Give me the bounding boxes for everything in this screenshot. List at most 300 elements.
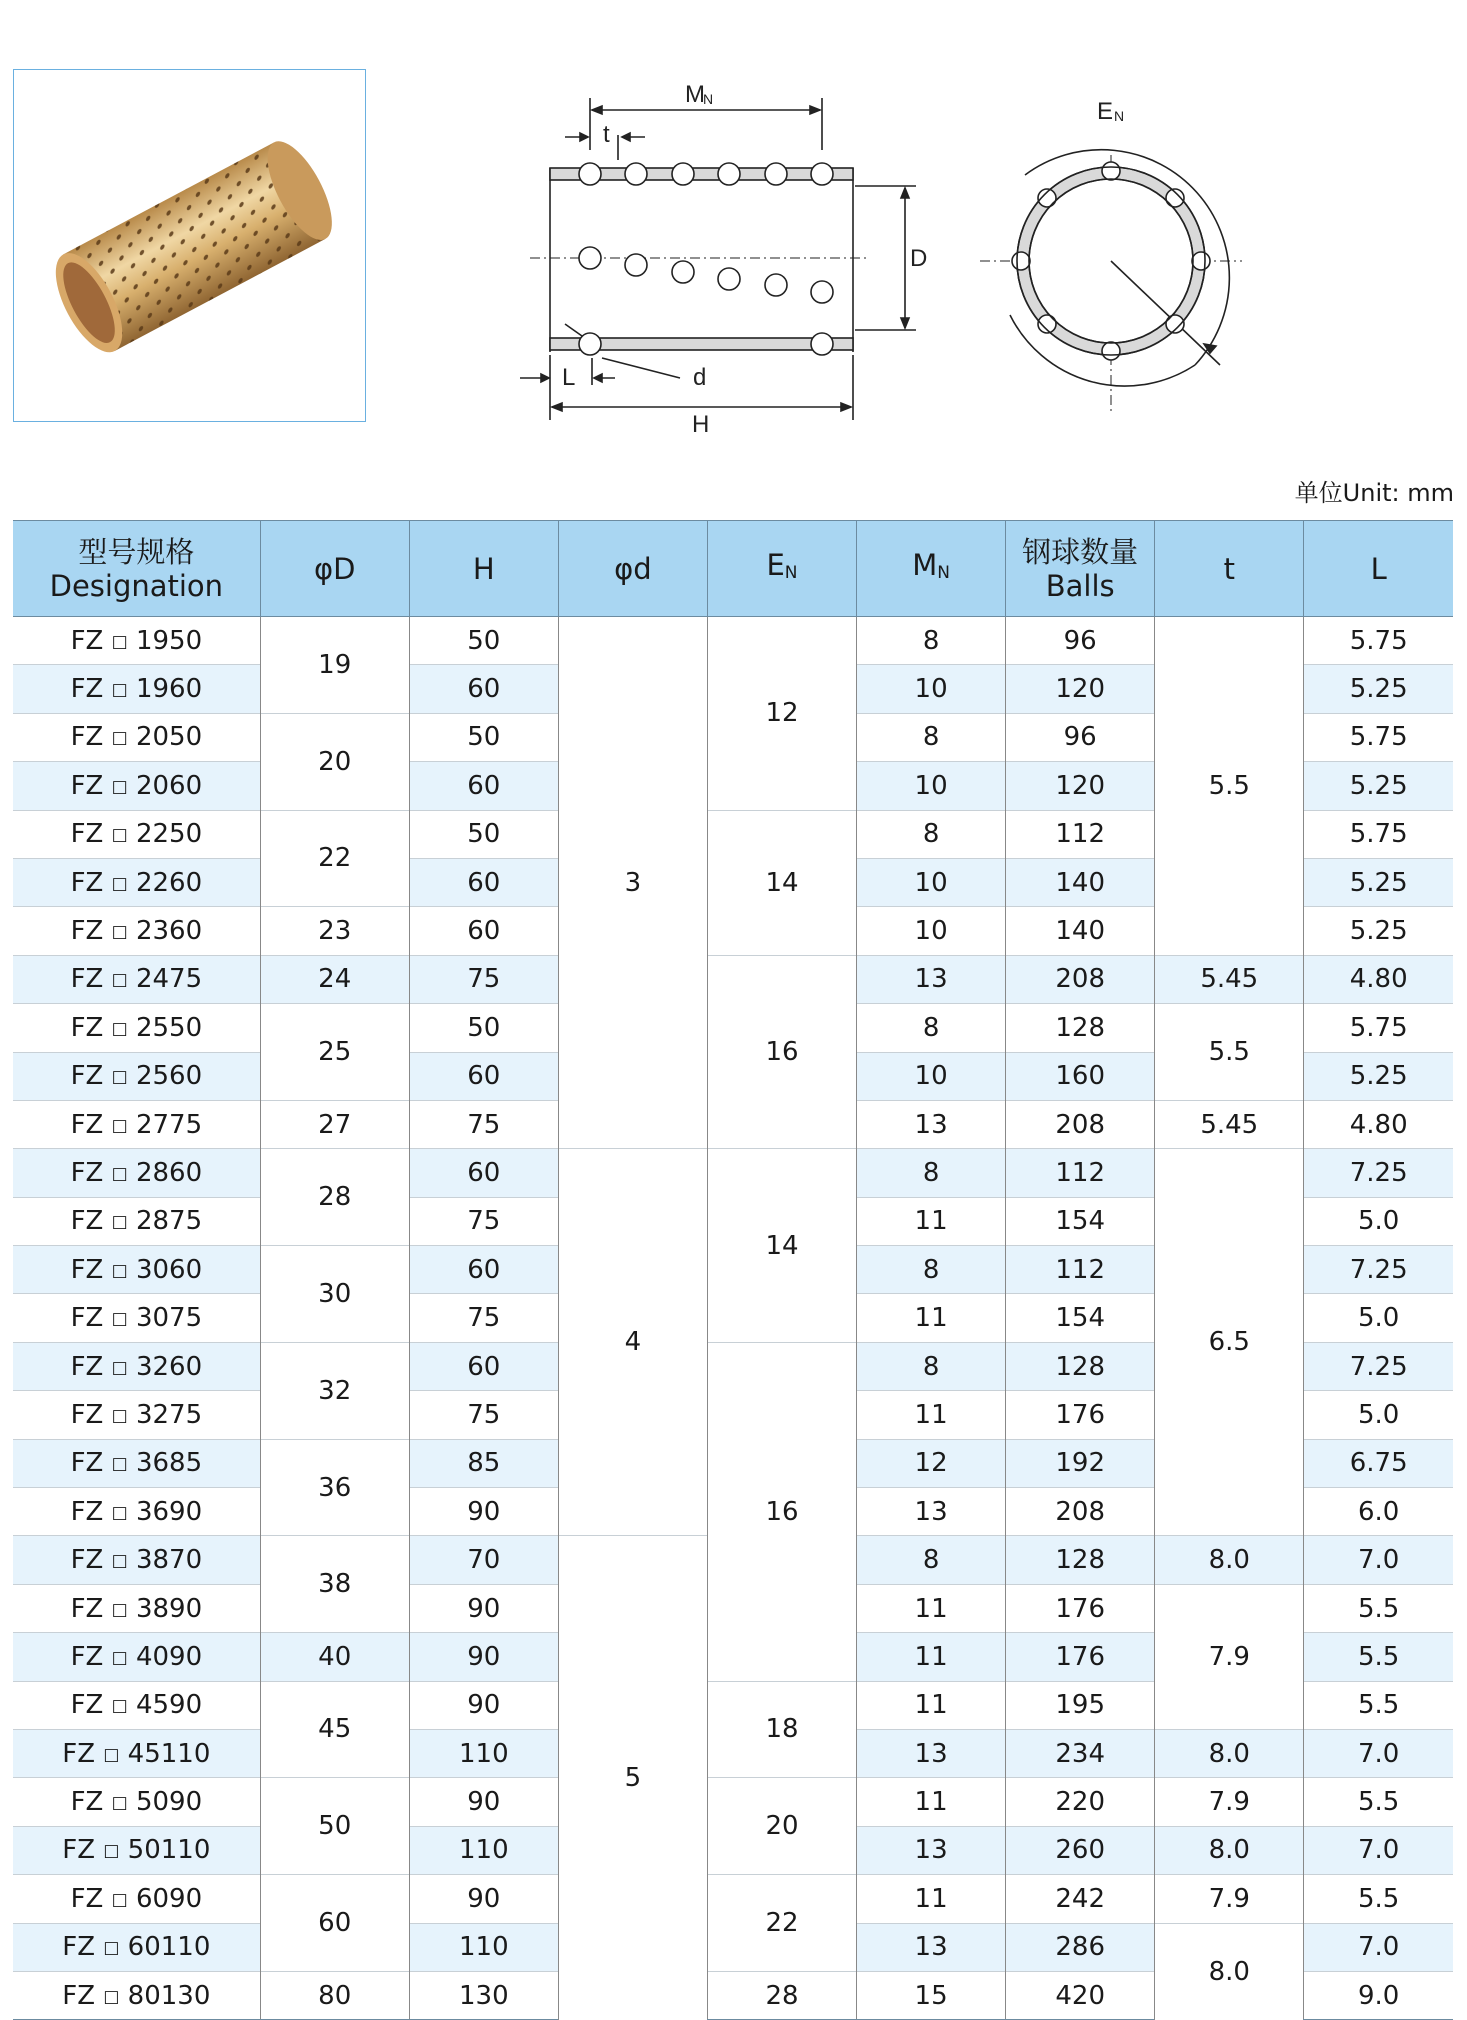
designation-prefix: FZ: [70, 1787, 104, 1818]
designation-number: 2475: [135, 964, 203, 995]
cell-designation: [13, 1584, 260, 1632]
cell-designation: [13, 1681, 260, 1729]
cell-L: 5.5: [1304, 1875, 1453, 1923]
cell-Mn: 10: [857, 665, 1006, 713]
table-header-row: [13, 521, 1453, 617]
cell-Mn: 10: [857, 858, 1006, 906]
cell-balls: 220: [1006, 1778, 1155, 1826]
cell-t: 7.9: [1155, 1875, 1304, 1923]
designation-prefix: FZ: [70, 770, 104, 801]
cell-H: 90: [409, 1875, 558, 1923]
cell-balls: 112: [1006, 1149, 1155, 1197]
designation-placeholder-box: □: [111, 1502, 128, 1523]
cell-balls: 154: [1006, 1294, 1155, 1342]
cell-phiD: 19: [260, 617, 409, 714]
cell-En: 16: [707, 1342, 856, 1681]
diagram-label-t: t: [603, 121, 610, 148]
header-Mn-sub: N: [937, 562, 950, 583]
cell-balls: 208: [1006, 955, 1155, 1003]
designation-prefix: FZ: [70, 625, 104, 656]
cell-designation: [13, 1294, 260, 1342]
ball-cage-photo: [14, 70, 365, 421]
designation-prefix: FZ: [62, 1932, 96, 1963]
cell-balls: 96: [1006, 713, 1155, 761]
cell-Mn: 8: [857, 1246, 1006, 1294]
designation-prefix: FZ: [70, 722, 104, 753]
cell-balls: 140: [1006, 907, 1155, 955]
cell-Mn: 13: [857, 1826, 1006, 1874]
header-phi-d: φd: [558, 521, 707, 617]
cell-designation: [13, 713, 260, 761]
cell-Mn: 10: [857, 907, 1006, 955]
cell-phiD: 32: [260, 1342, 409, 1439]
cell-H: 50: [409, 617, 558, 665]
spec-table: [13, 520, 1453, 2020]
designation-placeholder-box: □: [111, 1309, 128, 1330]
cell-L: 5.0: [1304, 1294, 1453, 1342]
cell-Mn: 11: [857, 1584, 1006, 1632]
designation-placeholder-box: □: [111, 1889, 128, 1910]
cell-H: 90: [409, 1633, 558, 1681]
cell-L: 5.5: [1304, 1584, 1453, 1632]
designation-prefix: FZ: [70, 1157, 104, 1188]
cell-Mn: 11: [857, 1681, 1006, 1729]
designation-number: 50110: [127, 1835, 211, 1866]
cell-L: 5.75: [1304, 1004, 1453, 1052]
designation-number: 3275: [135, 1399, 203, 1430]
designation-prefix: FZ: [70, 674, 104, 705]
cell-L: 7.0: [1304, 1536, 1453, 1584]
cell-t: 7.9: [1155, 1778, 1304, 1826]
cell-H: 85: [409, 1439, 558, 1487]
cell-Mn: 13: [857, 1488, 1006, 1536]
cell-designation: [13, 1004, 260, 1052]
designation-number: 2875: [135, 1206, 203, 1237]
cell-L: 5.5: [1304, 1681, 1453, 1729]
cell-H: 110: [409, 1826, 558, 1874]
designation-number: 3060: [135, 1254, 203, 1285]
cell-designation: [13, 762, 260, 810]
cell-Mn: 8: [857, 1004, 1006, 1052]
header-En-sub: N: [784, 562, 798, 583]
header-t: t: [1155, 521, 1304, 617]
designation-number: 5090: [135, 1787, 203, 1818]
cell-H: 60: [409, 858, 558, 906]
cell-balls: 160: [1006, 1052, 1155, 1100]
table-row: [13, 1149, 1453, 1197]
designation-number: 2560: [135, 1061, 203, 1092]
cell-H: 75: [409, 1294, 558, 1342]
designation-placeholder-box: □: [111, 873, 128, 894]
cell-H: 75: [409, 1100, 558, 1148]
header-balls-en: Balls: [1045, 568, 1115, 603]
designation-prefix: FZ: [70, 1496, 104, 1527]
designation-prefix: FZ: [70, 1303, 104, 1334]
diagram-label-en-sub: N: [1114, 108, 1125, 124]
cell-balls: 128: [1006, 1536, 1155, 1584]
cell-H: 75: [409, 1197, 558, 1245]
cell-designation: [13, 1729, 260, 1777]
designation-number: 2260: [135, 867, 203, 898]
cell-L: 7.25: [1304, 1149, 1453, 1197]
cell-Mn: 13: [857, 1100, 1006, 1148]
cell-Mn: 8: [857, 1536, 1006, 1584]
cell-Mn: 8: [857, 1149, 1006, 1197]
designation-number: 3690: [135, 1496, 203, 1527]
cell-designation: [13, 1197, 260, 1245]
designation-prefix: FZ: [62, 1835, 96, 1866]
cell-H: 90: [409, 1584, 558, 1632]
designation-placeholder-box: □: [111, 1405, 128, 1426]
cell-t: 8.0: [1155, 1729, 1304, 1777]
cell-Mn: 13: [857, 1923, 1006, 1971]
cell-L: 5.75: [1304, 617, 1453, 665]
designation-number: 2050: [135, 722, 203, 753]
designation-placeholder-box: □: [103, 1986, 120, 2007]
designation-prefix: FZ: [62, 1738, 96, 1769]
designation-number: 45110: [127, 1738, 211, 1769]
cell-designation: [13, 1391, 260, 1439]
cell-H: 75: [409, 955, 558, 1003]
cell-Mn: 8: [857, 617, 1006, 665]
designation-prefix: FZ: [70, 1448, 104, 1479]
cell-L: 7.0: [1304, 1826, 1453, 1874]
cell-balls: 242: [1006, 1875, 1155, 1923]
designation-number: 3685: [135, 1448, 203, 1479]
designation-number: 2250: [135, 819, 203, 850]
cell-L: 7.25: [1304, 1246, 1453, 1294]
cell-t: 5.5: [1155, 1004, 1304, 1101]
cell-H: 70: [409, 1536, 558, 1584]
header-phi-D: φD: [260, 521, 409, 617]
table-row: [13, 1875, 1453, 1923]
designation-prefix: FZ: [70, 1109, 104, 1140]
cell-phiD: 38: [260, 1536, 409, 1633]
cell-phiD: 25: [260, 1004, 409, 1101]
cell-balls: 96: [1006, 617, 1155, 665]
cell-En: 12: [707, 617, 856, 811]
cell-designation: [13, 1052, 260, 1100]
designation-placeholder-box: □: [111, 1793, 128, 1814]
cell-phiD: 40: [260, 1633, 409, 1681]
designation-placeholder-box: □: [111, 1260, 128, 1281]
header-H: H: [409, 521, 558, 617]
cell-phiD: 28: [260, 1149, 409, 1246]
cell-t: 8.0: [1155, 1923, 1304, 2020]
cell-Mn: 11: [857, 1875, 1006, 1923]
cell-balls: 140: [1006, 858, 1155, 906]
product-photo: [13, 69, 366, 422]
cell-L: 5.25: [1304, 1052, 1453, 1100]
cell-H: 60: [409, 1246, 558, 1294]
designation-number: 4590: [135, 1690, 203, 1721]
designation-placeholder-box: □: [111, 1647, 128, 1668]
cell-H: 90: [409, 1488, 558, 1536]
designation-number: 2060: [135, 770, 203, 801]
cell-balls: 176: [1006, 1633, 1155, 1681]
cell-balls: 260: [1006, 1826, 1155, 1874]
cell-t: 8.0: [1155, 1536, 1304, 1584]
header-designation: [13, 521, 260, 617]
cell-designation: [13, 1439, 260, 1487]
designation-prefix: FZ: [70, 867, 104, 898]
cell-phiD: 24: [260, 955, 409, 1003]
designation-number: 1960: [135, 674, 203, 705]
table-body: [13, 617, 1453, 2020]
header-balls-cn: 钢球数量: [1022, 534, 1139, 569]
cell-balls: 154: [1006, 1197, 1155, 1245]
designation-number: 3075: [135, 1303, 203, 1334]
header-designation-cn: 型号规格: [78, 534, 195, 569]
designation-prefix: FZ: [70, 1399, 104, 1430]
cell-designation: [13, 858, 260, 906]
cell-H: 60: [409, 762, 558, 810]
side-section-diagram: [520, 80, 928, 440]
designation-prefix: FZ: [70, 1351, 104, 1382]
cell-phiD: 27: [260, 1100, 409, 1148]
cell-designation: [13, 907, 260, 955]
cell-designation: [13, 810, 260, 858]
cell-designation: [13, 1633, 260, 1681]
table-row: [13, 1778, 1453, 1826]
cell-En: 14: [707, 810, 856, 955]
header-balls: [1006, 521, 1155, 617]
cell-Mn: 11: [857, 1391, 1006, 1439]
designation-placeholder-box: □: [103, 1938, 120, 1959]
cell-phiD: 50: [260, 1778, 409, 1875]
designation-number: 1950: [135, 625, 203, 656]
cell-designation: [13, 1536, 260, 1584]
cell-Mn: 8: [857, 810, 1006, 858]
cell-balls: 112: [1006, 810, 1155, 858]
cell-designation: [13, 1100, 260, 1148]
cell-designation: [13, 665, 260, 713]
designation-placeholder-box: □: [111, 1018, 128, 1039]
cell-phiD: 80: [260, 1971, 409, 2019]
cell-Mn: 8: [857, 1342, 1006, 1390]
cell-designation: [13, 1826, 260, 1874]
designation-number: 3870: [135, 1545, 203, 1576]
diagram-label-d-outer: D: [910, 245, 928, 272]
designation-placeholder-box: □: [111, 1454, 128, 1475]
cell-L: 5.25: [1304, 907, 1453, 955]
cell-L: 7.25: [1304, 1342, 1453, 1390]
designation-number: 60110: [127, 1932, 211, 1963]
designation-placeholder-box: □: [111, 631, 128, 652]
cell-Mn: 12: [857, 1439, 1006, 1487]
cell-t: 7.9: [1155, 1584, 1304, 1729]
diagram-label-en: E: [1097, 98, 1114, 125]
cell-Mn: 13: [857, 955, 1006, 1003]
cell-t: 5.5: [1155, 617, 1304, 956]
cell-phiD: 30: [260, 1246, 409, 1343]
cell-balls: 195: [1006, 1681, 1155, 1729]
cell-phid: 4: [558, 1149, 707, 1536]
cell-L: 5.25: [1304, 762, 1453, 810]
table-row: [13, 955, 1453, 1003]
designation-prefix: FZ: [70, 964, 104, 995]
cell-L: 7.0: [1304, 1729, 1453, 1777]
cell-En: 20: [707, 1778, 856, 1875]
designation-number: 80130: [127, 1980, 211, 2011]
header-L: L: [1304, 521, 1453, 617]
designation-placeholder-box: □: [103, 1841, 120, 1862]
designation-number: 2360: [135, 916, 203, 947]
header-Mn-main: M: [912, 547, 938, 582]
cell-L: 5.5: [1304, 1778, 1453, 1826]
designation-placeholder-box: □: [103, 1744, 120, 1765]
cell-phiD: 36: [260, 1439, 409, 1536]
designation-number: 3890: [135, 1593, 203, 1624]
cell-H: 75: [409, 1391, 558, 1439]
cell-t: 8.0: [1155, 1826, 1304, 1874]
designation-prefix: FZ: [70, 916, 104, 947]
cell-phiD: 20: [260, 713, 409, 810]
designation-prefix: FZ: [70, 1593, 104, 1624]
cell-H: 110: [409, 1729, 558, 1777]
cell-H: 60: [409, 1342, 558, 1390]
cell-Mn: 11: [857, 1778, 1006, 1826]
cell-designation: [13, 1778, 260, 1826]
cell-balls: 286: [1006, 1923, 1155, 1971]
diagram-label-mn: M: [685, 81, 705, 108]
cell-En: 22: [707, 1875, 856, 1972]
cell-phid: 5: [558, 1536, 707, 2020]
designation-number: 3260: [135, 1351, 203, 1382]
cell-En: 14: [707, 1149, 856, 1343]
designation-placeholder-box: □: [111, 728, 128, 749]
cell-Mn: 11: [857, 1294, 1006, 1342]
cell-H: 60: [409, 1052, 558, 1100]
cell-balls: 208: [1006, 1100, 1155, 1148]
designation-prefix: FZ: [70, 819, 104, 850]
designation-placeholder-box: □: [111, 680, 128, 701]
cell-balls: 420: [1006, 1971, 1155, 2019]
designation-placeholder-box: □: [111, 1212, 128, 1233]
diagram-label-mn-sub: N: [703, 91, 714, 107]
designation-prefix: FZ: [70, 1061, 104, 1092]
cell-Mn: 10: [857, 1052, 1006, 1100]
cell-L: 7.0: [1304, 1923, 1453, 1971]
cell-En: 16: [707, 955, 856, 1149]
cell-phid: 3: [558, 617, 707, 1149]
designation-placeholder-box: □: [111, 1357, 128, 1378]
cell-En: 18: [707, 1681, 856, 1778]
cell-Mn: 11: [857, 1633, 1006, 1681]
cell-designation: [13, 955, 260, 1003]
designation-prefix: FZ: [62, 1980, 96, 2011]
designation-placeholder-box: □: [111, 1599, 128, 1620]
cell-balls: 192: [1006, 1439, 1155, 1487]
cell-H: 50: [409, 810, 558, 858]
designation-placeholder-box: □: [111, 1696, 128, 1717]
table-row: [13, 617, 1453, 665]
designation-placeholder-box: □: [111, 1115, 128, 1136]
cell-L: 5.0: [1304, 1391, 1453, 1439]
designation-number: 2550: [135, 1012, 203, 1043]
diagram-label-l: L: [562, 364, 576, 391]
cell-designation: [13, 1923, 260, 1971]
cell-H: 90: [409, 1681, 558, 1729]
cell-designation: [13, 1149, 260, 1197]
designation-prefix: FZ: [70, 1641, 104, 1672]
end-view-diagram: [980, 95, 1255, 420]
cell-H: 110: [409, 1923, 558, 1971]
cell-Mn: 11: [857, 1197, 1006, 1245]
cell-L: 6.75: [1304, 1439, 1453, 1487]
designation-placeholder-box: □: [111, 825, 128, 846]
cell-L: 5.25: [1304, 665, 1453, 713]
designation-placeholder-box: □: [111, 1067, 128, 1088]
cell-H: 60: [409, 907, 558, 955]
header-Mn: [857, 521, 1006, 617]
cell-t: 5.45: [1155, 955, 1304, 1003]
cell-L: 5.25: [1304, 858, 1453, 906]
cell-designation: [13, 1246, 260, 1294]
cell-L: 5.75: [1304, 810, 1453, 858]
designation-placeholder-box: □: [111, 922, 128, 943]
cell-balls: 234: [1006, 1729, 1155, 1777]
cell-Mn: 8: [857, 713, 1006, 761]
cell-L: 4.80: [1304, 955, 1453, 1003]
cell-balls: 112: [1006, 1246, 1155, 1294]
cell-Mn: 10: [857, 762, 1006, 810]
designation-placeholder-box: □: [111, 1163, 128, 1184]
cell-H: 50: [409, 1004, 558, 1052]
cell-balls: 120: [1006, 665, 1155, 713]
cell-t: 5.45: [1155, 1100, 1304, 1148]
cell-balls: 208: [1006, 1488, 1155, 1536]
cell-H: 60: [409, 665, 558, 713]
designation-placeholder-box: □: [111, 1551, 128, 1572]
cell-L: 5.0: [1304, 1197, 1453, 1245]
cell-H: 130: [409, 1971, 558, 2019]
designation-number: 2860: [135, 1157, 203, 1188]
cell-phiD: 23: [260, 907, 409, 955]
designation-number: 4090: [135, 1641, 203, 1672]
cell-balls: 120: [1006, 762, 1155, 810]
cell-L: 5.5: [1304, 1633, 1453, 1681]
designation-placeholder-box: □: [111, 970, 128, 991]
cell-phiD: 45: [260, 1681, 409, 1778]
cell-t: 6.5: [1155, 1149, 1304, 1536]
cell-L: 6.0: [1304, 1488, 1453, 1536]
designation-placeholder-box: □: [111, 776, 128, 797]
cell-designation: [13, 1342, 260, 1390]
cell-Mn: 13: [857, 1729, 1006, 1777]
designation-prefix: FZ: [70, 1206, 104, 1237]
cell-balls: 176: [1006, 1584, 1155, 1632]
cell-H: 50: [409, 713, 558, 761]
designation-number: 6090: [135, 1883, 203, 1914]
header-designation-en: Designation: [49, 568, 224, 603]
designation-prefix: FZ: [70, 1012, 104, 1043]
cell-Mn: 15: [857, 1971, 1006, 2019]
cell-balls: 128: [1006, 1004, 1155, 1052]
cell-balls: 128: [1006, 1342, 1155, 1390]
cell-L: 5.75: [1304, 713, 1453, 761]
designation-prefix: FZ: [70, 1545, 104, 1576]
designation-prefix: FZ: [70, 1883, 104, 1914]
cell-phiD: 22: [260, 810, 409, 907]
designation-prefix: FZ: [70, 1254, 104, 1285]
cell-designation: [13, 617, 260, 665]
cell-H: 60: [409, 1149, 558, 1197]
header-En-main: E: [766, 547, 785, 582]
cell-L: 4.80: [1304, 1100, 1453, 1148]
cell-designation: [13, 1488, 260, 1536]
cell-designation: [13, 1971, 260, 2019]
